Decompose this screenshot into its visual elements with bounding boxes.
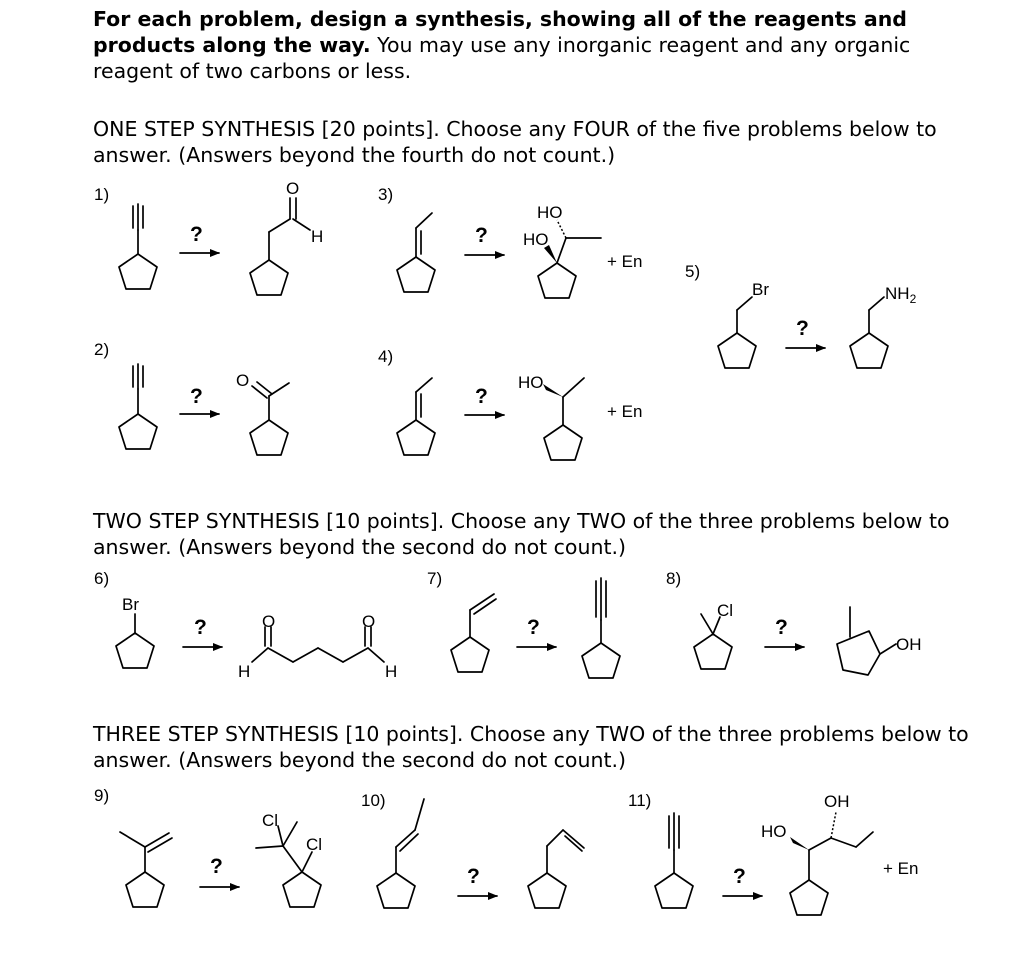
cyclopentane-ring	[397, 257, 435, 292]
problem-1-number: 1)	[94, 185, 110, 204]
problem-3	[378, 185, 642, 298]
problem-11-product	[761, 792, 873, 915]
problem-11-reagent: ?	[733, 865, 746, 888]
cyclopentane-ring	[451, 637, 489, 672]
problem-3-product	[523, 203, 601, 298]
hydroxyl-1: HO	[523, 230, 549, 249]
cyclopentane-ring	[126, 872, 164, 907]
hydroxyl-2: HO	[537, 203, 563, 222]
problem-1	[94, 179, 323, 295]
hydroxyl: OH	[896, 635, 922, 654]
cyclopentane-ring	[655, 873, 693, 908]
problem-8-number: 8)	[666, 569, 682, 588]
chlorine: Cl	[717, 601, 734, 620]
cyclopentane-ring	[538, 263, 576, 298]
instructions-bold: For each problem, design a synthesis, showing all of the reagents and products along the way.	[93, 7, 907, 57]
problem-2-number: 2)	[94, 340, 110, 359]
problem-2-product	[236, 371, 289, 455]
cyclopentane-ring	[283, 872, 321, 907]
cyclopentane-ring	[837, 631, 880, 675]
wedge-bond	[543, 384, 563, 397]
instructions-rest: You may use any inorganic reagent and any organic reagent of two carbons or less.	[93, 33, 911, 83]
cyclopentane-ring	[119, 254, 157, 289]
problem-4-reagent: ?	[475, 385, 488, 408]
problem-11	[628, 791, 918, 915]
problem-1-product	[250, 179, 323, 295]
one-step-heading: ONE STEP SYNTHESIS [20 points]. Choose any FOUR of the five problems below to answer. (Answers beyond the fourth do not count.)	[93, 117, 937, 167]
two-step-heading: TWO STEP SYNTHESIS [10 points]. Choose any TWO of the three problems below to answer. (Answers beyond the second do not count.)	[93, 509, 950, 559]
cyclopentane-ring	[116, 633, 154, 668]
cyclopentane-ring	[694, 634, 732, 669]
problem-5-number: 5)	[685, 262, 701, 281]
cyclopentane-ring	[790, 880, 828, 915]
cyclopentane-ring	[250, 260, 288, 295]
cyclopentane-ring	[119, 414, 157, 449]
problem-1-reagent: ?	[190, 223, 203, 246]
cyclopentane-ring	[582, 643, 620, 678]
aldehyde-oxygen-1: O	[262, 612, 276, 631]
hydroxyl-1: HO	[761, 822, 787, 841]
problem-4-product	[518, 373, 584, 460]
problem-9-product	[256, 811, 322, 907]
problem-9-number: 9)	[94, 786, 110, 805]
problem-8-reagent: ?	[775, 616, 788, 639]
cyclopentane-ring	[528, 873, 566, 908]
problem-5-reactant	[718, 280, 769, 368]
cyclopentane-ring	[397, 420, 435, 455]
cyclopentane-ring	[850, 333, 888, 368]
problem-10-reagent: ?	[467, 865, 480, 888]
problem-5-reagent: ?	[796, 317, 809, 340]
problem-3-reactant	[397, 213, 435, 292]
hydroxyl-2: OH	[824, 792, 850, 811]
problem-10-product	[528, 830, 584, 908]
problem-7	[427, 569, 620, 678]
problem-11-enantiomer: + En	[883, 859, 919, 878]
problem-10-reactant	[377, 799, 424, 908]
carbonyl-oxygen: O	[286, 179, 300, 198]
problem-5	[685, 262, 917, 368]
problem-4-reactant	[397, 378, 435, 455]
aldehyde-hydrogen-1: H	[238, 662, 251, 681]
bromine: Br	[122, 595, 139, 614]
cyclopentane-ring	[718, 333, 756, 368]
problem-8-product	[837, 607, 922, 675]
hydroxyl: HO	[518, 373, 544, 392]
aldehyde-hydrogen: H	[311, 227, 324, 246]
cyclopentane-ring	[250, 420, 288, 455]
aldehyde-oxygen-2: O	[362, 612, 376, 631]
problem-7-product	[582, 578, 620, 678]
problem-6-reagent: ?	[194, 616, 207, 639]
problem-3-reagent: ?	[475, 224, 488, 247]
problem-3-number: 3)	[378, 185, 394, 204]
problem-8	[666, 569, 922, 675]
problem-9-reactant	[120, 832, 172, 907]
amine-group: $NH_2$	[885, 284, 917, 306]
problem-3-enantiomer: + En	[607, 252, 643, 271]
problem-4	[378, 347, 642, 460]
problem-4-enantiomer: + En	[607, 402, 643, 421]
problem-9	[94, 786, 322, 907]
problem-2-reactant	[119, 364, 157, 449]
problem-8-reactant	[694, 601, 733, 669]
problem-4-number: 4)	[378, 347, 394, 366]
problem-10-number: 10)	[361, 791, 386, 810]
wedge-bond	[790, 837, 809, 850]
cyclopentane-ring	[377, 873, 415, 908]
problem-2	[94, 340, 289, 455]
problem-10	[361, 791, 584, 908]
bromine: Br	[752, 280, 769, 299]
problem-6-number: 6)	[94, 569, 110, 588]
aldehyde-hydrogen-2: H	[385, 662, 398, 681]
problem-2-reagent: ?	[190, 385, 203, 408]
problem-7-reagent: ?	[527, 616, 540, 639]
ketone-oxygen: O	[236, 371, 250, 390]
problem-6	[94, 569, 397, 681]
problem-11-number: 11)	[628, 791, 652, 810]
three-step-heading: THREE STEP SYNTHESIS [10 points]. Choose any TWO of the three problems below to answer. (Answers beyond the second do not count.)	[93, 722, 969, 772]
problem-7-number: 7)	[427, 569, 443, 588]
problem-7-reactant	[451, 594, 496, 672]
problem-6-product	[238, 612, 397, 681]
problem-1-reactant	[119, 204, 157, 289]
problem-11-reactant	[655, 813, 693, 908]
chlorine-2: Cl	[306, 835, 323, 854]
problem-5-product	[850, 284, 917, 368]
problem-6-reactant	[116, 595, 154, 668]
cyclopentane-ring	[544, 425, 582, 460]
chlorine-1: Cl	[262, 811, 279, 830]
problem-9-reagent: ?	[210, 855, 223, 878]
